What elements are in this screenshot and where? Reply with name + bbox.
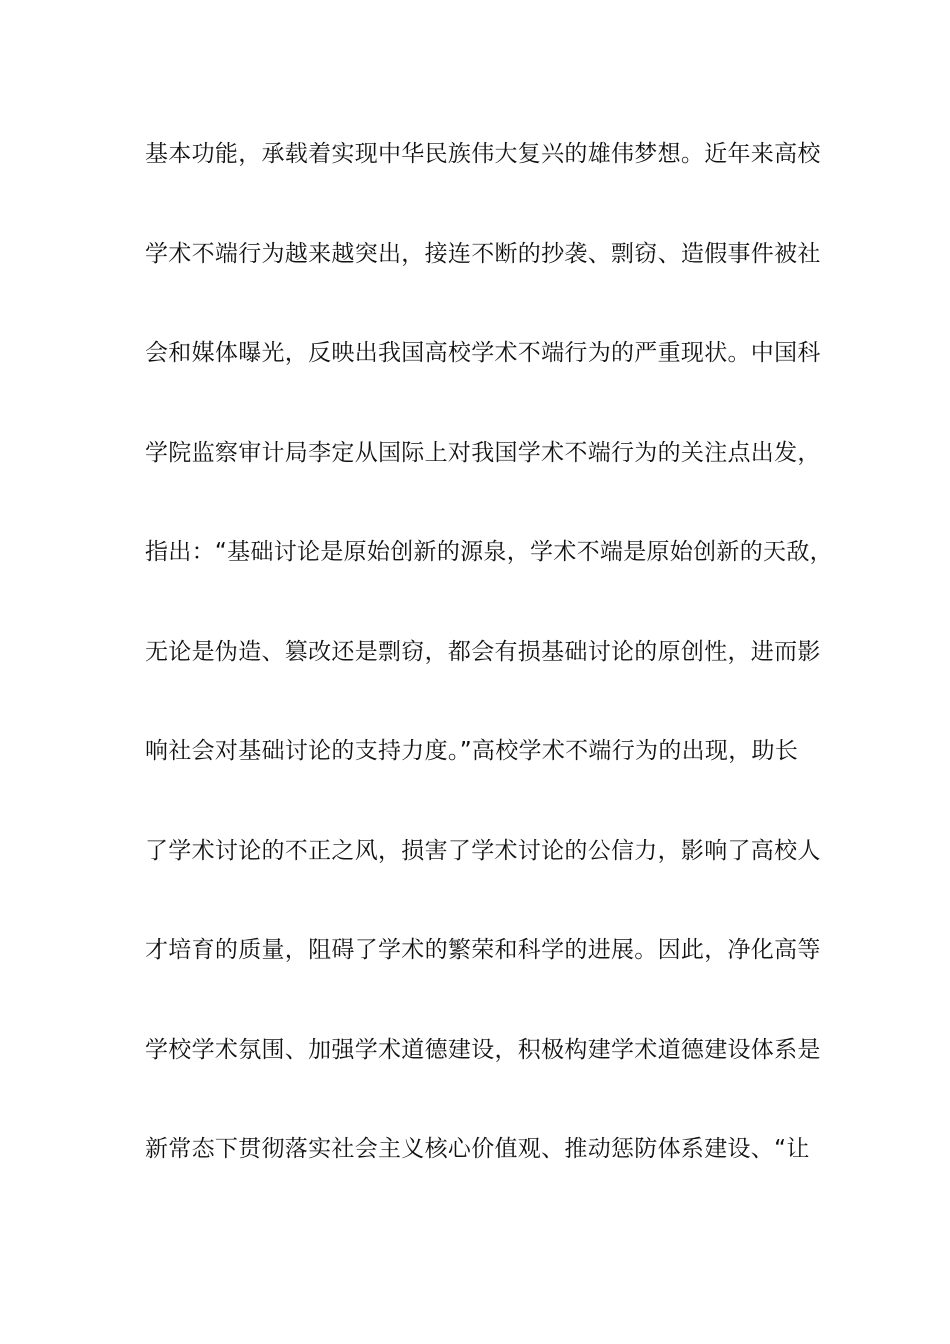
body-text xyxy=(145,134,845,1229)
text-line: 学术不端行为越来越突出，接连不断的抄袭、剽窃、造假事件被社 xyxy=(145,240,821,267)
text-line: 会和媒体曝光，反映出我国高校学术不端行为的严重现状。中国科 xyxy=(145,340,821,366)
text-line: 无论是伪造、篡改还是剽窃，都会有损基础讨论的原创性，进而影 xyxy=(145,638,821,665)
text-line: 学校学术氛围、加强学术道德建设，积极构建学术道德建设体系是 xyxy=(145,1036,821,1063)
text-line: 才培育的质量，阻碍了学术的繁荣和科学的进展。因此，净化高等 xyxy=(145,937,821,963)
text-line: 指出：“基础讨论是原始创新的源泉，学术不端是原始创新的天敌， xyxy=(145,539,833,565)
text-line: 响社会对基础讨论的支持力度。”高校学术不端行为的出现，助长 xyxy=(145,738,799,764)
text-line: 了学术讨论的不正之风，损害了学术讨论的公信力，影响了高校人 xyxy=(145,837,821,864)
text-line: 新常态下贯彻落实社会主义核心价值观、推动惩防体系建设、“让 xyxy=(145,1136,810,1162)
text-line: 基本功能，承载着实现中华民族伟大复兴的雄伟梦想。近年来高校 xyxy=(145,141,821,167)
text-line: 学院监察审计局李定从国际上对我国学术不端行为的关注点出发， xyxy=(145,439,821,466)
